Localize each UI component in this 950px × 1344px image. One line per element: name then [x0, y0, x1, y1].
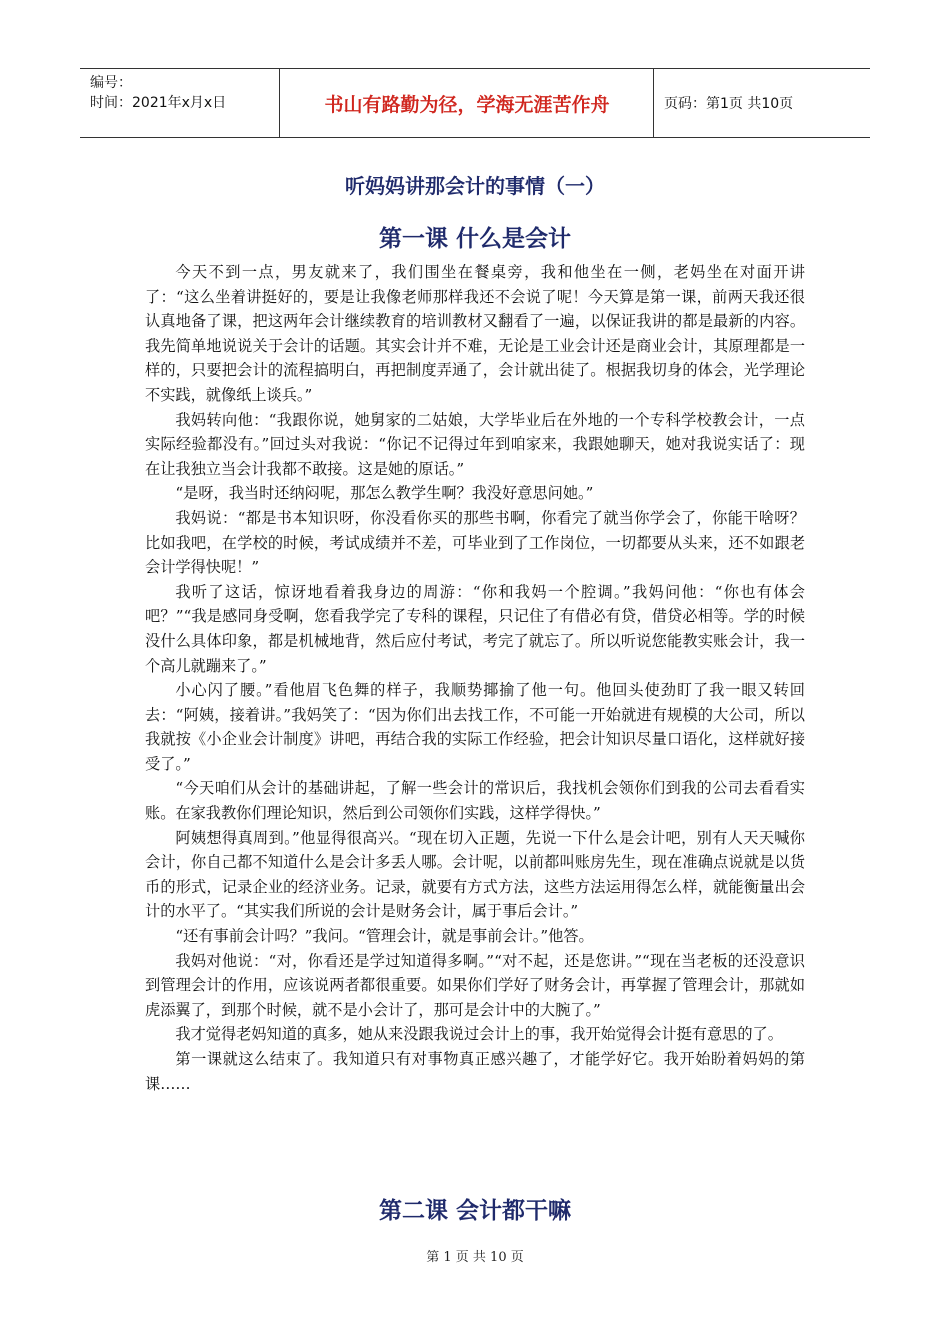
paragraph: 第一课就这么结束了。我知道只有对事物真正感兴趣了，才能学好它。我开始盼着妈妈的第课…… — [145, 1050, 805, 1093]
number-label: 编号： — [90, 75, 132, 91]
paragraph: 我听了这话，惊讶地看着我身边的周游：“你和我妈一个腔调。”我妈问他：“你也有体会吧？”“我是感同身受啊，您看我学完了专科的课程，只记住了有借必有贷，借贷必相等。学的时候没什么具体印象，都是机械地背，然后应付考试，考完了就忘了。所以听说您能教实账会计，我一个高儿就蹦来了。” — [145, 582, 805, 675]
paragraph: “还有事前会计吗？”我问。“管理会计，就是事前会计。”他答。 — [175, 927, 594, 946]
page-footer: 第 1 页 共 10 页 — [426, 1250, 524, 1265]
lesson-2-title: 第二课 会计都干嘛 — [378, 1198, 571, 1224]
header-meta — [80, 69, 280, 137]
page-header — [80, 68, 870, 138]
date-label: 时间：2021年x月x日 — [90, 95, 227, 111]
paragraph: “是呀，我当时还纳闷呢，那怎么教学生啊？我没好意思问她。” — [175, 484, 594, 503]
paragraph: 阿姨想得真周到。”他显得很高兴。“现在切入正题，先说一下什么是会计吧，别有人天天喊你会计，你自己都不知道什么是会计多丢人哪。会计呢，以前都叫账房先生，现在准确点说就是以货币的形式，记录企业的经济业务。记录，就要有方式方法，这些方法运用得怎么样，就能衡量出会计的水平了。“其实我们所说的会计是财务会计，属于事后会计。” — [145, 828, 805, 921]
paragraph: 今天不到一点，男友就来了，我们围坐在餐桌旁，我和他坐在一侧，老妈坐在对面开讲了：“这么坐着讲挺好的，要是让我像老师那样我还不会说了呢！今天算是第一课，前两天我还很认真地备了课，把这两年会计继续教育的培训教材又翻看了一遍，以保证我讲的都是最新的内容。我先简单地说说关于会计的话题。其实会计并不难，无论是工业会计还是商业会计，其原理都是一样的，只要把会计的流程搞明白，再把制度弄通了，会计就出徒了。根据我切身的体会，光学理论不实践，就像纸上谈兵。” — [145, 263, 805, 404]
paragraph: 我妈说：“都是书本知识呀，你没看你买的那些书啊，你看完了就当你学会了，你能干啥呀？比如我吧，在学校的时候，考试成绩并不差，可毕业到了工作岗位，一切都要从头来，还不如跟老会计学得快呢！” — [145, 508, 805, 577]
lesson-1-title: 第一课 什么是会计 — [378, 226, 571, 252]
document-title: 听妈妈讲那会计的事情（一） — [345, 174, 605, 198]
paragraph: “今天咱们从会计的基础讲起，了解一些会计的常识后，我找机会领你们到我的公司去看看实账。在家我教你们理论知识，然后到公司领你们实践，这样学得快。” — [145, 779, 805, 823]
paragraph: 我妈转向他：“我跟你说，她舅家的二姑娘，大学毕业后在外地的一个专科学校教会计，一点实际经验都没有。”回过头对我说：“你记不记得过年到咱家来，我跟她聊天，她对我说实话了：现在让我独立当会计我都不敢接。这是她的原话。” — [145, 410, 805, 478]
paragraph: 我妈对他说：“对，你看还是学过知道得多啊。”“对不起，还是您讲。”“现在当老板的还没意识到管理会计的作用，应该说两者都很重要。如果你们学好了财务会计，再掌握了管理会计，那就如虎添翼了，到那个时候，就不是小会计了，那可是会计中的大腕了。” — [145, 951, 805, 1019]
paragraph: 小心闪了腰。”看他眉飞色舞的样子，我顺势揶揄了他一句。他回头使劲盯了我一眼又转回去：“阿姨，接着讲。”我妈笑了：“因为你们出去找工作，不可能一开始就进有规模的大公司，所以我就按《小企业会计制度》讲吧，再结合我的实际工作经验，把会计知识尽量口语化，这样就好接受了。” — [145, 681, 805, 773]
header-motto: 书山有路勤为径，学海无涯苦作舟 — [281, 69, 654, 137]
header-page-info: 页码：第1页 共10页 — [664, 96, 794, 112]
paragraph: 我才觉得老妈知道的真多，她从来没跟我说过会计上的事，我开始觉得会计挺有意思的了。 — [175, 1025, 783, 1044]
body-text — [145, 260, 805, 1096]
